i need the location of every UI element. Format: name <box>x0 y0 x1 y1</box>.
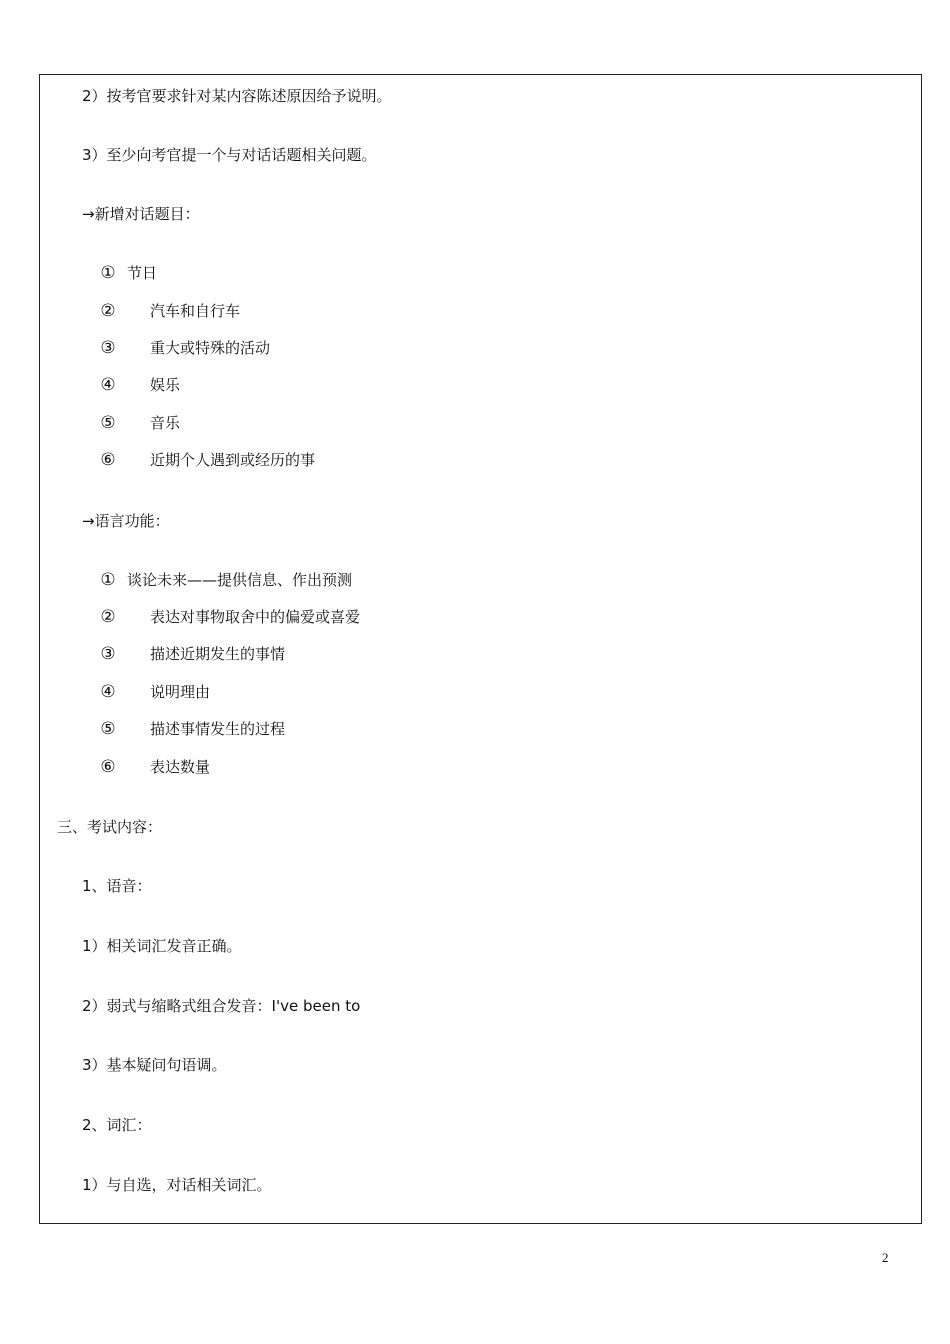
pronunciation-item: 2）弱式与缩略式组合发音：I've been to <box>82 997 361 1015</box>
list-marker: ⑥ <box>100 450 116 470</box>
list-item: 娱乐 <box>150 376 181 394</box>
list-marker: ④ <box>100 682 116 702</box>
functions-heading: →语言功能： <box>82 512 170 530</box>
section-3-heading: 三、考试内容： <box>57 818 163 836</box>
pronunciation-item: 3）基本疑问句语调。 <box>82 1056 227 1074</box>
requirement-line-3: 3）至少向考官提一个与对话话题相关问题。 <box>82 146 377 164</box>
list-marker: ④ <box>100 375 116 395</box>
requirement-line-2: 2）按考官要求针对某内容陈述原因给予说明。 <box>82 87 392 105</box>
list-marker: ② <box>100 607 116 627</box>
list-item: 汽车和自行车 <box>150 302 241 320</box>
pronunciation-heading: 1、语音： <box>82 877 152 895</box>
list-marker: ③ <box>100 338 116 358</box>
list-item: 说明理由 <box>150 683 211 701</box>
list-item: 描述近期发生的事情 <box>150 645 286 663</box>
vocabulary-item: 1）与自选，对话相关词汇。 <box>82 1176 272 1194</box>
list-item: 表达对事物取舍中的偏爱或喜爱 <box>150 608 361 626</box>
list-marker: ① <box>100 570 116 590</box>
vocabulary-heading: 2、词汇： <box>82 1116 152 1134</box>
list-item: 表达数量 <box>150 758 211 776</box>
topics-heading: →新增对话题目： <box>82 205 200 223</box>
list-item: 重大或特殊的活动 <box>150 339 271 357</box>
list-item: 节日 <box>127 264 158 282</box>
pronunciation-item: 1）相关词汇发音正确。 <box>82 937 242 955</box>
list-marker: ⑤ <box>100 719 116 739</box>
list-item: 音乐 <box>150 414 181 432</box>
list-marker: ② <box>100 301 116 321</box>
list-marker: ① <box>100 263 116 283</box>
list-marker: ③ <box>100 644 116 664</box>
list-marker: ⑥ <box>100 757 116 777</box>
list-item: 描述事情发生的过程 <box>150 720 286 738</box>
list-marker: ⑤ <box>100 413 116 433</box>
page-number: 2 <box>882 1250 889 1265</box>
list-item: 近期个人遇到或经历的事 <box>150 451 316 469</box>
list-item: 谈论未来——提供信息、作出预测 <box>127 571 353 589</box>
